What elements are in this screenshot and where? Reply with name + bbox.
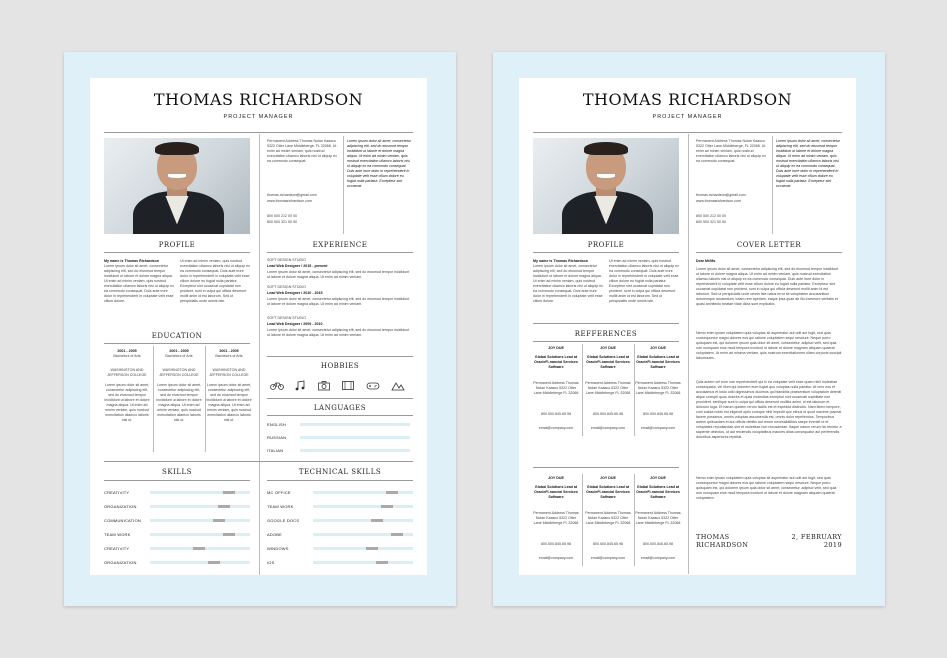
reference-address: Permanent Address Thomas Nolan Kaasco 5322 Otter Lane Middleberge FL 32068	[533, 511, 579, 525]
skill-label: WINDOWS	[267, 546, 289, 551]
language-label: ITALIAN	[267, 448, 284, 453]
profile-text-col1: Lorem ipsum dolor sit amet, consectetur adipiscing elit, sed do eiusmod tempor incididunt ut labore et dolore magna aliqua. Ut enim ad minim veniam, quis nostrud exercitation ullamco laboris nisi ut aliquip ex ea commodo consequat. Duis aute irure dolor in reprehenderit in voluptate velit esse cillum dolore.	[104, 264, 174, 303]
gamepad-icon	[366, 378, 380, 389]
languages-divider	[267, 415, 413, 416]
letter-signature: THOMAS RICHARDSON	[696, 533, 749, 549]
skill-bar	[150, 533, 250, 536]
skill-bar	[150, 519, 250, 522]
skill-bar-fill	[223, 491, 235, 494]
reference-email[interactable]: email@company.com	[538, 556, 574, 560]
cover-name: THOMAS RICHARDSON	[582, 90, 793, 109]
skills-title: SKILLS	[162, 468, 192, 476]
skill-bar	[313, 547, 413, 550]
reference-name: JOY DUE	[600, 476, 616, 480]
cover-contact-address: Permanent Address Thomas Nolan Kaasco 5322 Otter Lane Middleberge, FL 32068. Ut enim ad minim veniam, quis nostrud exercitation ullamco laboris nisi ut aliquip ex ea commodo consequat.	[696, 139, 766, 163]
skill-bar-fill	[381, 505, 393, 508]
column-divider	[259, 134, 260, 575]
letter-greeting: Dear Mr/Ms	[696, 259, 716, 263]
education-school: WASHINGTON AND JEFFERSON COLLEGE	[159, 368, 199, 377]
education-years: 2001 - 2005	[117, 349, 137, 353]
letter-paragraph: Nemo enim ipsam voluptatem quia voluptas sit aspernatur aut odit aut fugit, sed quia consequuntur magni dolores eos qui ratione voluptatem sequi nesciunt. Neque porro quisquam est, qui dolorem ipsum quia dolor sit amet, consectetur, adipisci velit, sed quia non numquam eius modi tempora incidunt ut labore et dolore magnam aliquam quaerat voluptatem. Ut enim ad minima veniam, quis nostrum exercitationem ullam corporis suscipit laboriosam.	[696, 331, 842, 360]
language-label: RUSSIAN	[267, 435, 287, 440]
film-icon	[341, 378, 355, 389]
references-top-divider	[533, 323, 679, 324]
skill-label: ORGANIZATION	[104, 560, 137, 565]
skills-top-divider	[104, 461, 413, 462]
cover-role: PROJECT MANAGER	[652, 114, 723, 120]
contact-phone-1: 800 500 212 00 00	[267, 214, 297, 218]
cover-contact-phone-2: 800 500 321 50 50	[696, 220, 726, 224]
cover-header-divider	[533, 132, 842, 133]
education-degree: Bachelors of Arts	[113, 354, 141, 358]
reference-company: Global Solutions Lead at OracleFi-nancial Services Software	[636, 355, 680, 369]
cover-profile-title: PROFILE	[587, 241, 625, 249]
skill-bar-fill	[218, 505, 230, 508]
skill-bar	[313, 561, 413, 564]
profile-text-col2: Ut enim ad minim veniam, quis nostrud exercitation ullamco laboris nisi ut aliquip ex ea commodo consequat. Duis aute irure dolor in reprehenderit in voluptate velit esse cillum dolore eu fugiat nulla pariatur. Excepteur sint occaecat cupidatat non proident, sunt in culpa qui officia deserunt mollit anim id est laborum. Sed ut perspiciatis unde omnis iste.	[180, 259, 250, 303]
skill-bar-fill	[366, 547, 378, 550]
education-desc: Lorem ipsum dolor sit amet, consectetur adipiscing elit, sed do eiusmod tempor incididunt ut labore et dolore magna aliqua. Ut enim ad minim veniam, quis nostrud exercitation ullamco laboris nisi ut.	[206, 383, 252, 422]
music-icon	[293, 378, 307, 389]
mountains-icon	[391, 378, 405, 389]
reference-email[interactable]: email@company.com	[590, 426, 626, 430]
skill-bar	[150, 561, 250, 564]
skill-bar-fill	[193, 547, 205, 550]
experience-position: Lead Web Designer / 2015 - present	[267, 264, 328, 268]
profile-photo	[104, 138, 250, 234]
language-bar	[300, 449, 410, 452]
resume-quote: Lorem ipsum dolor sit amet, consectetur adipiscing elit, sed do eiusmod tempor incididunt ut labore et dolore magna aliqua. Ut enim ad minim veniam, quis nostrud exercitation ullamco laboris nisi ut aliquip ex ea commodo consequat. Duis aute irure dolor in reprehenderit in voluptate velit esse cillum dolore eu fugiat nulla pariatur. Excepteur sint occaecat	[347, 139, 411, 188]
bicycle-icon	[270, 378, 284, 389]
cover-profile-text-col2: Ut enim ad minim veniam, quis nostrud exercitation ullamco laboris nisi ut aliquip ex ea commodo consequat. Duis aute irure dolor in reprehenderit in voluptate velit esse cillum dolore eu fugiat nulla pariatur. Excepteur sint occaecat cupidatat non proident, sunt in culpa qui officia deserunt mollit anim id est laborum. Sed ut perspiciatis unde omnis iste.	[609, 259, 679, 303]
reference-name: JOY DUE	[650, 476, 666, 480]
cover-contact-phone-1: 800 500 212 00 00	[696, 214, 726, 218]
reference-address: Permanent Address Thomas Nolan Kaasco 5322 Otter Lane Middleberge FL 32068	[635, 381, 681, 395]
reference-address: Permanent Address Thomas Nolan Kaasco 5322 Otter Lane Middleberge FL 32068	[635, 511, 681, 525]
contact-phone-2: 800 500 321 50 50	[267, 220, 297, 224]
hobbies-top-divider	[267, 356, 413, 357]
skill-label: IOS	[267, 560, 275, 565]
references-col-divider	[582, 474, 583, 566]
skill-bar	[313, 491, 413, 494]
reference-email[interactable]: email@company.com	[640, 426, 676, 430]
reference-email[interactable]: email@company.com	[590, 556, 626, 560]
skill-bar	[150, 547, 250, 550]
references-row-divider	[533, 467, 679, 468]
cover-profile-lead: My name is Thomas Richardson	[533, 259, 588, 263]
skill-bar-fill	[391, 533, 403, 536]
resume-sheet	[64, 52, 456, 606]
skill-label: MC OFFICE	[267, 490, 291, 495]
letter-paragraph: Nemo enim ipsam voluptatem quia voluptas sit aspernatur aut odit aut fugit, sed quia consequuntur magni dolores eos qui ratione voluptatem sequi nesciunt. Neque porro quisquam est, qui dolorem ipsum quia dolor sit amet, consectetur, adipisci velit, sed quia non numquam eius modi tempora incidunt ut labore et dolore magnam aliquam quaerat voluptatem.	[696, 476, 837, 500]
cover-letter-divider	[696, 252, 842, 253]
letter-paragraph: Lorem ipsum dolor sit amet, consectetur adipiscing elit, sed do eiusmod tempor incididunt ut labore et dolore magna aliqua. Ut enim ad minim veniam, quis nostrud exercitation ullamco laboris nisi ut aliquip ex ea commodo consequat. Duis aute irure dolor in reprehenderit in voluptate velit esse cillum dolore eu fugiat nulla pariatur. Excepteur sint occaecat cupidatat non proident, sunt in culpa qui officia deserunt mollit anim id est laborum. Sed ut perspiciatis unde omnis iste natus error sit voluptatem accusantium doloremque laudantium, totam rem aperiam, eaque ipsa quae ab illo inventore veritatis et quasi architecto beatae vitae dicta sunt explicabo.	[696, 267, 839, 306]
hobbies-bottom-divider	[267, 398, 413, 399]
education-title: EDUCATION	[151, 332, 203, 340]
reference-name: JOY DUE	[548, 346, 564, 350]
cover-contact-email[interactable]: thomas.richardson@gmail.com	[696, 193, 746, 197]
skill-bar	[313, 505, 413, 508]
letter-paragraph: Quis autem vel eum iure reprehenderit qui in ea voluptate velit esse quam nihil molestiae consequatur, vel illum qui dolorem eum fugiat quo voluptas nulla pariatur. At vero eos et accusamus et iusto odio dignissimos ducimus qui blanditiis praesentium voluptatum deleniti atque corrupti quos dolores et quas molestias excepturi sint occaecati cupiditate non provident, similique sunt in culpa qui officia deserunt mollitia animi, id est laborum et dolorum fuga. Et harum quidem rerum facilis est et expedita distinctio. Nam libero tempore, cum soluta nobis est eligendi optio cumque nihil impedit quo minus id quod maxime placeat facere possimus, omnis voluptas assumenda est, omnis dolor repellendus. Temporibus autem quibusdam et aut officiis debitis aut rerum necessitatibus saepe eveniet ut et voluptates repudiandae sint et molestiae non recusandae. Itaque earum rerum hic tenetur a sapiente delectus, ut aut reiciendis voluptatibus maiores alias consequatur aut perferendis doloribus asperiores repellat.	[696, 380, 842, 439]
header-divider	[104, 132, 413, 133]
references-col-divider	[634, 344, 635, 436]
technical-skills-title: TECHNICAL SKILLS	[298, 468, 382, 476]
hobbies-title: HOBBIES	[320, 362, 360, 370]
experience-studio: SOFT DESIGN STUDIO	[267, 316, 306, 320]
reference-company: Global Solutions Lead at OracleFi-nancial Services Software	[586, 485, 630, 499]
skills-divider	[104, 480, 250, 481]
cover-profile-text-col1: Lorem ipsum dolor sit amet, consectetur adipiscing elit, sed do eiusmod tempor incididunt ut labore et dolore magna aliqua. Ut enim ad minim veniam, quis nostrud exercitation ullamco laboris nisi ut aliquip ex ea commodo consequat. Duis aute irure dolor in reprehenderit in voluptate velit esse cillum dolore.	[533, 264, 603, 303]
skill-bar	[150, 491, 250, 494]
skill-bar-fill	[213, 519, 225, 522]
education-degree: Bachelors of Arts	[215, 354, 243, 358]
education-years: 2001 - 2005	[219, 349, 239, 353]
experience-desc: Lorem ipsum dolor sit amet, consectetur adipiscing elit, sed do eiusmod tempor incididunt ut labore et dolore magna aliqua. Ut enim ad minim veniam.	[267, 328, 410, 337]
skill-label: COMMUNICATION	[104, 518, 141, 523]
cover-profile-photo	[533, 138, 679, 234]
reference-email[interactable]: email@company.com	[538, 426, 574, 430]
language-label: ENGLISH	[267, 422, 286, 427]
skill-label: ADOBE	[267, 532, 283, 537]
profile-title: PROFILE	[158, 241, 196, 249]
reference-name: JOY DUE	[600, 346, 616, 350]
reference-company: Global Solutions Lead at OracleFi-nancial Services Software	[586, 355, 630, 369]
education-col-divider	[153, 346, 154, 452]
experience-studio: SOFT DESIGN STUDIO	[267, 258, 306, 262]
reference-email[interactable]: email@company.com	[640, 556, 676, 560]
education-years: 2001 - 2005	[169, 349, 189, 353]
experience-position: Lead Web Designer / 2010 - 2015	[267, 291, 323, 295]
reference-address: Permanent Address Thomas Nolan Kaasco 5322 Otter Lane Middleberge FL 32068	[533, 381, 579, 395]
reference-company: Global Solutions Lead at OracleFi-nancial Services Software	[636, 485, 680, 499]
cover-contact-divider	[772, 136, 773, 234]
technical-skills-divider	[267, 480, 413, 481]
experience-desc: Lorem ipsum dolor sit amet, consectetur adipiscing elit, sed do eiusmod tempor incididunt ut labore et dolore magna aliqua. Ut enim ad minim veniam.	[267, 270, 410, 279]
cover-letter-sheet	[493, 52, 885, 606]
reference-phone: 800.500.845.65.98	[541, 412, 571, 416]
experience-studio: SOFT DESIGN STUDIO	[267, 285, 306, 289]
skill-bar-fill	[376, 561, 388, 564]
education-desc: Lorem ipsum dolor sit amet, consectetur adipiscing elit, sed do eiusmod tempor incididunt ut labore et dolore magna aliqua. Ut enim ad minim veniam, quis nostrud exercitation ullamco laboris nisi ut.	[156, 383, 202, 422]
education-divider	[104, 343, 250, 344]
skill-bar-fill	[208, 561, 220, 564]
skill-bar	[313, 533, 413, 536]
cover-column-divider	[688, 134, 689, 574]
profile-divider	[104, 252, 250, 253]
contact-website[interactable]: www.thomasrichardson.com	[267, 199, 312, 203]
reference-phone: 800.500.845.65.98	[643, 412, 673, 416]
contact-address: Permanent Address Thomas Nolan Kaasco 5322 Otter Lane Middleberge, FL 32068. Ut enim ad minim veniam, quis nostrud exercitation ullamco laboris nisi ut aliquip ex ea commodo consequat.	[267, 139, 337, 163]
education-school: WASHINGTON AND JEFFERSON COLLEGE	[107, 368, 147, 377]
education-desc: Lorem ipsum dolor sit amet, consectetur adipiscing elit, sed do eiusmod tempor incididunt ut labore et dolore magna aliqua. Ut enim ad minim veniam, quis nostrud exercitation ullamco laboris nisi ut.	[104, 383, 150, 422]
skill-bar-fill	[371, 519, 383, 522]
references-divider	[533, 341, 679, 342]
languages-title: LANGUAGES	[313, 404, 367, 412]
contact-email[interactable]: thomas.richardson@gmail.com	[267, 193, 317, 197]
references-col-divider	[634, 474, 635, 566]
reference-phone: 800.500.845.65.98	[643, 542, 673, 546]
references-col-divider	[582, 344, 583, 436]
skill-label: GOOGLE DOCS	[267, 518, 300, 523]
reference-phone: 800.500.845.65.98	[593, 412, 623, 416]
reference-company: Global Solutions Lead at OracleFi-nancial Services Software	[534, 485, 578, 499]
cover-profile-divider	[533, 252, 679, 253]
resume-role: PROJECT MANAGER	[223, 114, 294, 120]
skill-bar	[313, 519, 413, 522]
reference-address: Permanent Address Thomas Nolan Kaasco 5322 Otter Lane Middleberge FL 32068	[585, 511, 631, 525]
skill-label: TEAM WORK	[267, 504, 294, 509]
skill-label: CREATIVITY	[104, 490, 130, 495]
experience-divider	[267, 252, 413, 253]
skill-label: ORGANIZATION	[104, 504, 137, 509]
reference-phone: 800.500.845.65.98	[541, 542, 571, 546]
reference-name: JOY DUE	[548, 476, 564, 480]
resume-page	[90, 78, 427, 575]
education-degree: Bachelors of Arts	[165, 354, 193, 358]
language-bar	[300, 436, 410, 439]
cover-contact-website[interactable]: www.thomasrichardson.com	[696, 199, 741, 203]
skill-bar-fill	[223, 533, 235, 536]
resume-name: THOMAS RICHARDSON	[153, 90, 364, 109]
reference-address: Permanent Address Thomas Nolan Kaasco 5322 Otter Lane Middleberge FL 32068	[585, 381, 631, 395]
cover-letter-page	[519, 78, 856, 575]
skill-label: TEAM WORK	[104, 532, 131, 537]
profile-lead: My name is Thomas Richardson	[104, 259, 159, 263]
skill-bar	[150, 505, 250, 508]
letter-date: 2, FEBRUARY 2019	[791, 533, 842, 549]
language-bar	[300, 423, 410, 426]
experience-desc: Lorem ipsum dolor sit amet, consectetur adipiscing elit, sed do eiusmod tempor incididunt ut labore et dolore magna aliqua. Ut enim ad minim veniam.	[267, 297, 410, 306]
cover-quote: Lorem ipsum dolor sit amet, consectetur adipiscing elit, sed do eiusmod tempor incididunt ut labore et dolore magna aliqua. Ut enim ad minim veniam, quis nostrud exercitation ullamco laboris nisi ut aliquip ex ea commodo consequat. Duis aute irure dolor in reprehenderit in voluptate velit esse cillum dolore eu fugiat nulla pariatur. Excepteur sint occaecat	[776, 139, 840, 188]
reference-name: JOY DUE	[650, 346, 666, 350]
camera-icon	[317, 378, 331, 389]
skill-bar-fill	[386, 491, 398, 494]
experience-position: Lead Web Designer / 2009 - 2010	[267, 322, 323, 326]
contact-divider	[343, 136, 344, 234]
cover-letter-title: COVER LETTER	[736, 241, 802, 249]
education-school: WASHINGTON AND JEFFERSON COLLEGE	[209, 368, 249, 377]
skill-label: CREATIVITY	[104, 546, 130, 551]
reference-phone: 800.500.845.65.98	[593, 542, 623, 546]
experience-title: EXPERIENCE	[312, 241, 368, 249]
reference-company: Global Solutions Lead at OracleFi-nancial Services Software	[534, 355, 578, 369]
references-title: REFFERENCES	[574, 330, 638, 338]
